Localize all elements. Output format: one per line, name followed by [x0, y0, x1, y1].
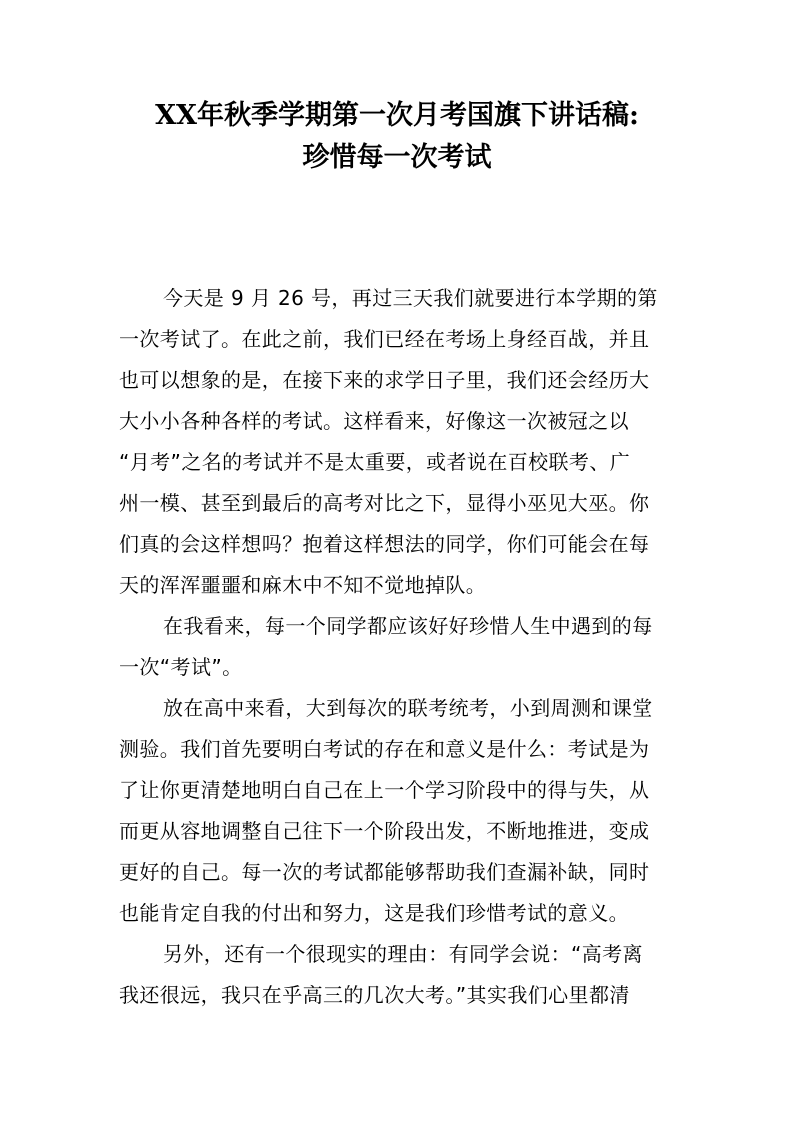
body-line-10: 一次“考试”。 — [119, 655, 243, 679]
body-line-5: “月考”之名的考试并不是太重要，或者说在百校联考、广 — [119, 450, 631, 474]
body-line-14: 而更从容地调整自己往下一个阶段出发，不断地推进，变成 — [119, 819, 650, 843]
body-line-2: 一次考试了。在此之前，我们已经在考场上身经百战，并且 — [119, 327, 650, 351]
body-line-18: 我还很远，我只在乎高三的几次大考。”其实我们心里都清 — [119, 983, 630, 1007]
body-line-13: 了让你更清楚地明白自己在上一个学习阶段中的得与失，从 — [119, 778, 650, 802]
body-line-1: 今天是 9 月 26 号，再过三天我们就要进行本学期的第 — [163, 286, 658, 310]
body-line-7: 们真的会这样想吗？抱着这样想法的同学，你们可能会在每 — [119, 532, 650, 556]
body-line-9: 在我看来，每一个同学都应该好好珍惜人生中遇到的每 — [163, 614, 653, 638]
document-title-line-2: 珍惜每一次考试 — [302, 142, 492, 173]
document-title-line-1: XX年秋季学期第一次月考国旗下讲话稿: — [155, 100, 639, 131]
body-line-16: 也能肯定自我的付出和努力，这是我们珍惜考试的意义。 — [119, 901, 629, 925]
body-line-4: 大小小各种各样的考试。这样看来，好像这一次被冠之以 — [119, 409, 629, 433]
body-line-11: 放在高中来看，大到每次的联考统考，小到周测和课堂 — [163, 696, 653, 720]
body-line-15: 更好的自己。每一次的考试都能够帮助我们查漏补缺，同时 — [119, 860, 650, 884]
body-line-8: 天的浑浑噩噩和麻木中不知不觉地掉队。 — [119, 573, 487, 597]
body-line-3: 也可以想象的是，在接下来的求学日子里，我们还会经历大 — [119, 368, 650, 392]
body-line-17: 另外，还有一个很现实的理由：有同学会说：“高考离 — [163, 942, 643, 966]
body-line-6: 州一模、甚至到最后的高考对比之下，显得小巫见大巫。你 — [119, 491, 650, 515]
body-line-12: 测验。我们首先要明白考试的存在和意义是什么：考试是为 — [119, 737, 650, 761]
